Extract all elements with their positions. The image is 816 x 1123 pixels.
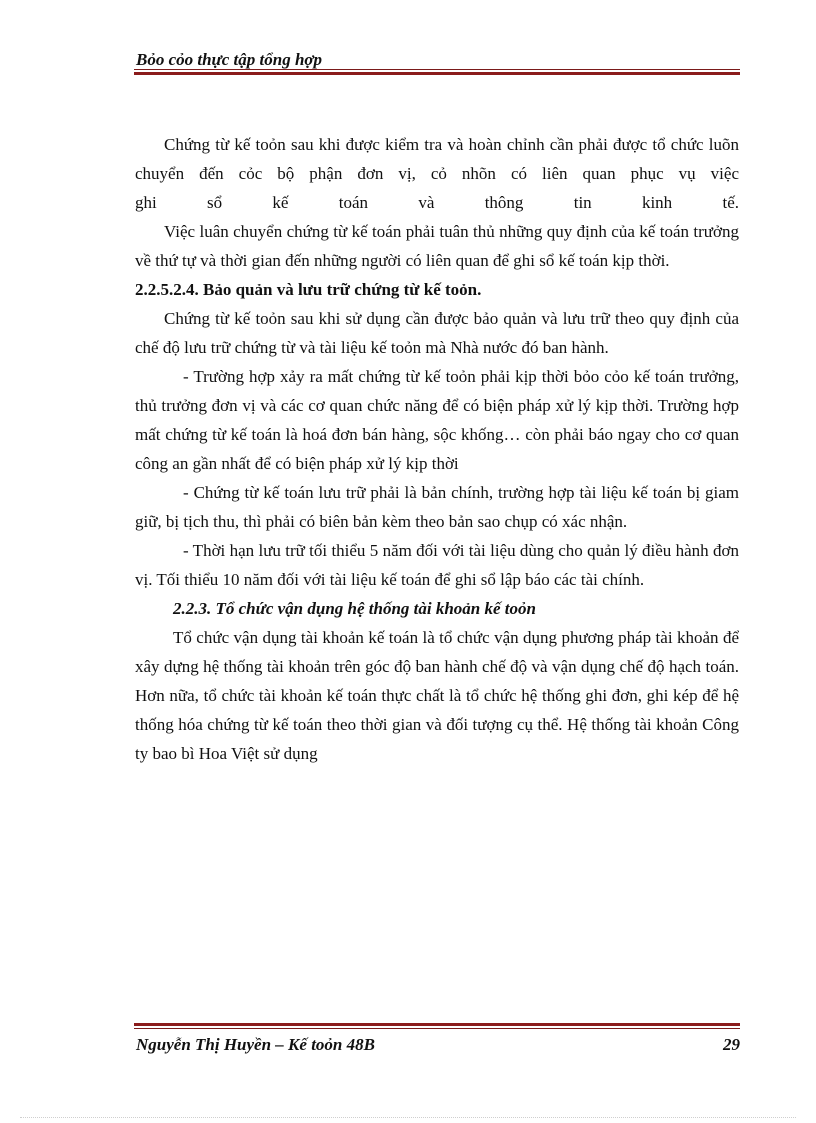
paragraph-1a: Chứng từ kế toỏn sau khi được kiểm tra và hoàn chỉnh cần phải được tổ chức luõn chuyển đến cỏc bộ phận đơn vị, cỏ nhõn có liên quan phục vụ việc [135, 135, 739, 183]
page-edge [20, 1117, 796, 1118]
header-rule [134, 69, 740, 75]
document-body [135, 130, 739, 768]
paragraph-3: Chứng từ kế toỏn sau khi sử dụng cần được bảo quản và lưu trữ theo quy định của chế độ lưu trữ chứng từ và tài liệu kế toỏn mà Nhà nước đó ban hành. [135, 309, 739, 357]
paragraph-5: - Chứng từ kế toán lưu trữ phải là bản chính, trường hợp tài liệu kế toán bị giam giữ, bị tịch thu, thì phải có biên bản kèm theo bản sao chụp có xác nhận. [135, 483, 739, 531]
section-heading-2-2-5-2-4: 2.2.5.2.4. Bảo quản và lưu trữ chứng từ kế toỏn. [135, 280, 482, 299]
paragraph-4: - Trường hợp xảy ra mất chứng từ kế toỏn phải kịp thời bỏo cỏo kế toán trưởng, thủ trưởng đơn vị và các cơ quan chức năng để có biện pháp xử lý kịp thời. Trường hợp mất chứng từ kế toán là hoá đơn bán hàng, sộc khống… còn phải báo ngay cho cơ quan công an gần nhất để có biện pháp xử lý kịp thời [135, 367, 739, 473]
paragraph-7: Tổ chức vận dụng tài khoản kế toán là tổ chức vận dụng phương pháp tài khoản để xây dựng hệ thống tài khoản trên góc độ ban hành chế độ và vận dụng chế độ hạch toán. Hơn nữa, tổ chức tài khoản kế toán thực chất là tổ chức hệ thống ghi đơn, ghi kép để hệ thống hóa chứng từ kế toán theo thời gian và đối tượng cụ thể. Hệ thống tài khoản Công ty bao bì Hoa Việt sử dụng [135, 628, 739, 763]
footer-rule [134, 1023, 740, 1029]
footer-author: Nguyễn Thị Huyền – Kế toỏn 48B [136, 1035, 375, 1054]
paragraph-1b: ghi sổ kế toán và thông tin kinh tế. [135, 193, 739, 212]
paragraph-2: Việc luân chuyển chứng từ kế toán phải tuân thủ những quy định của kế toán trưởng về thứ tự và thời gian đến những người có liên quan để ghi sổ kế toán kịp thời. [135, 222, 739, 270]
page-header-title: Bỏo cỏo thực tập tổng hợp [136, 50, 323, 69]
page-number: 29 [723, 1035, 740, 1054]
paragraph-6: - Thời hạn lưu trữ tối thiểu 5 năm đối với tài liệu dùng cho quản lý điều hành đơn vị. Tối thiểu 10 năm đối với tài liệu kế toán để ghi sổ lập báo các tài chính. [135, 541, 739, 589]
section-heading-2-2-3: 2.2.3. Tổ chức vận dụng hệ thống tài khoản kế toỏn [173, 599, 536, 618]
